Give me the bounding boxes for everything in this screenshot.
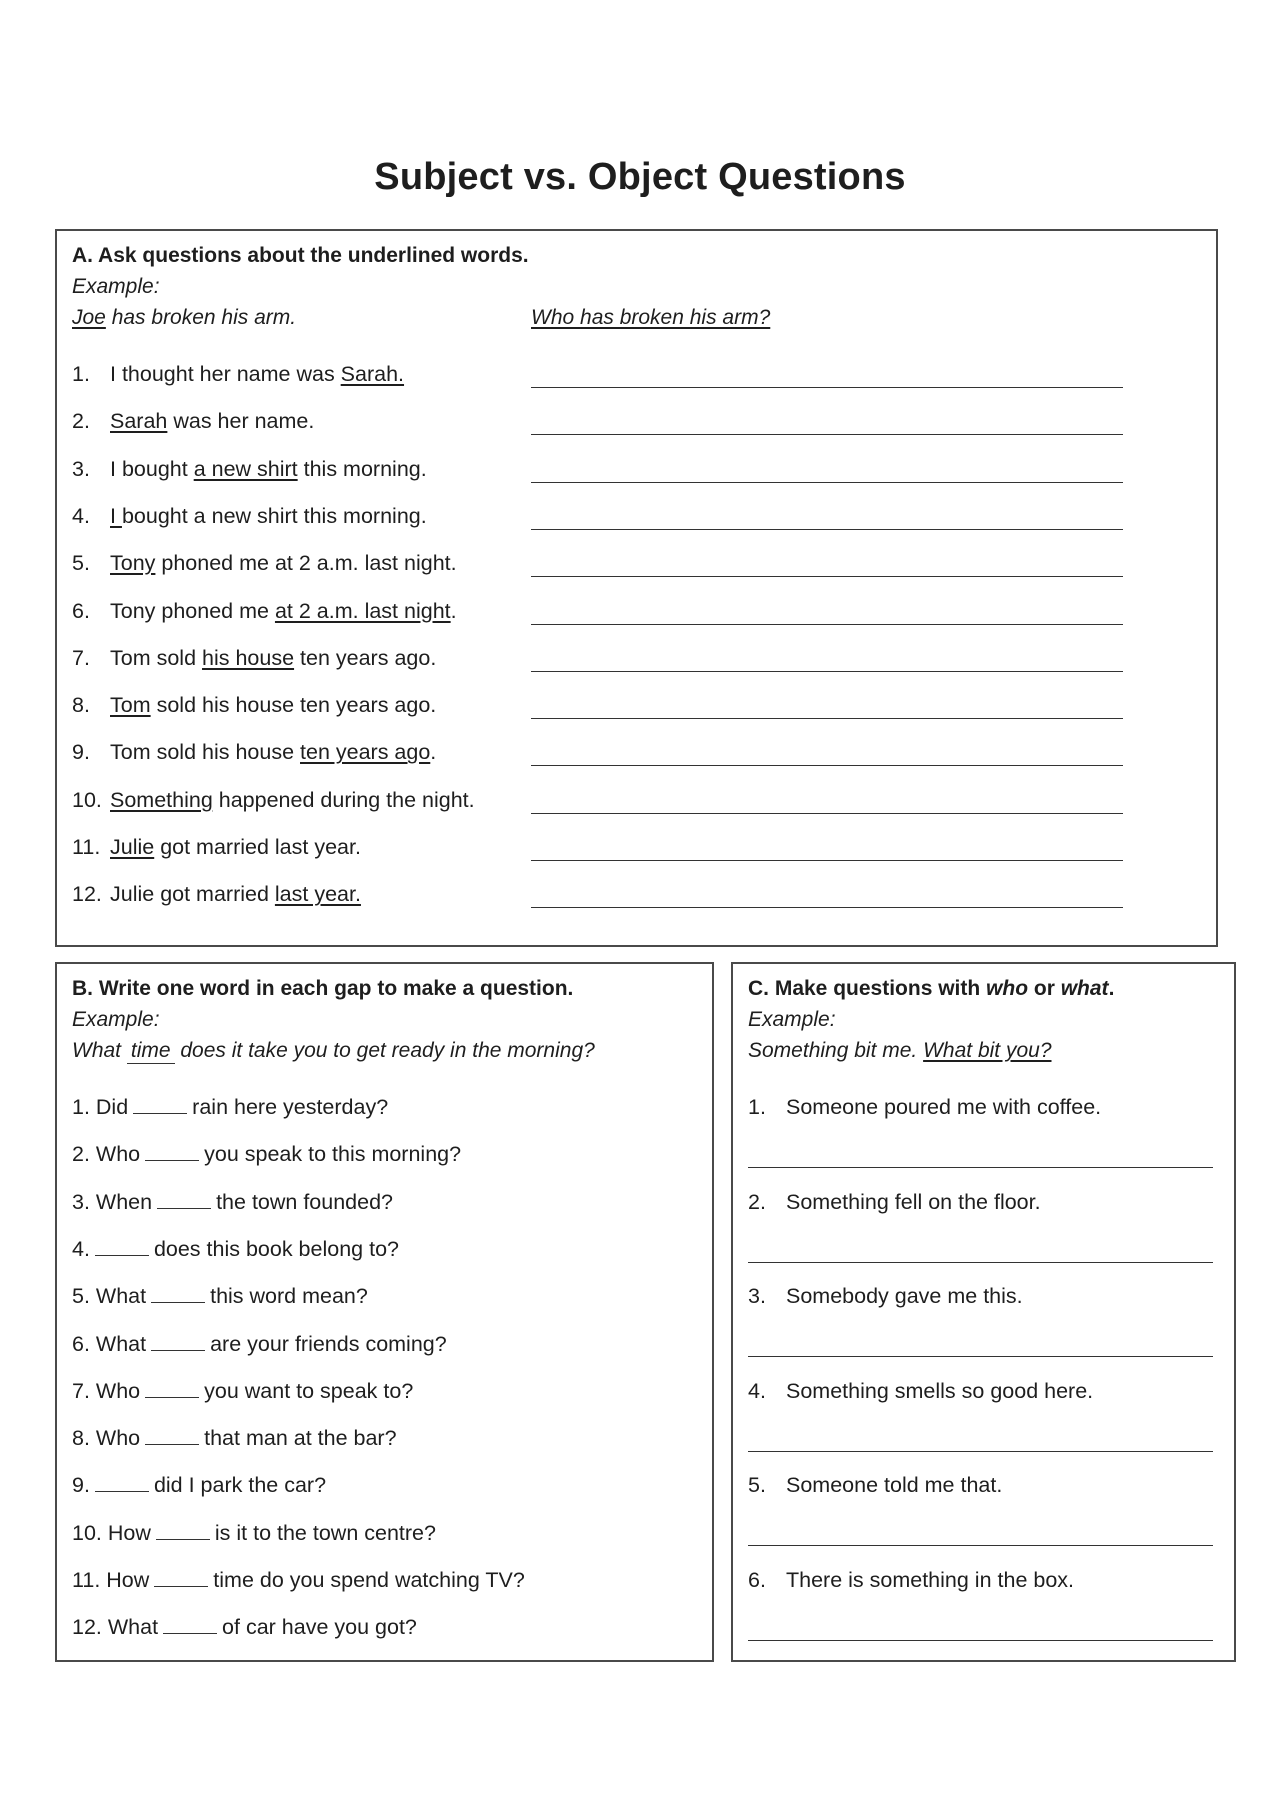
item-text-post: does this book belong to?: [153, 1236, 399, 1261]
section-a-item: [72, 501, 427, 531]
answer-line[interactable]: [531, 718, 1123, 719]
section-a-item: [72, 737, 436, 767]
section-b-item: [72, 1612, 417, 1642]
example-sentence-rest: has broken his arm.: [105, 306, 297, 329]
section-b-item: [72, 1234, 399, 1264]
answer-line[interactable]: [531, 529, 1123, 530]
section-c-box: [731, 962, 1236, 1662]
item-underlined-words: last year.: [274, 882, 361, 907]
page-title: Subject vs. Object Questions: [374, 156, 906, 198]
item-text-pre: Tom sold: [110, 645, 203, 670]
answer-gap[interactable]: [154, 1568, 208, 1587]
item-text-pre: 5. What: [72, 1284, 147, 1309]
item-text-post: .: [450, 598, 457, 623]
section-b-item: [72, 1139, 461, 1169]
answer-gap[interactable]: [95, 1473, 149, 1492]
section-a-item: [72, 548, 457, 578]
section-b-item: [72, 1423, 397, 1453]
section-b-item: [72, 1281, 368, 1311]
answer-gap[interactable]: [156, 1521, 210, 1540]
heading-end: .: [1108, 977, 1115, 1000]
heading-or: or: [1028, 977, 1061, 1000]
item-underlined-words: Tom: [110, 693, 151, 718]
item-underlined-words: at 2 a.m. last night: [274, 598, 451, 623]
item-text-post: bought a new shirt this morning.: [121, 503, 427, 528]
item-text: Someone poured me with coffee.: [786, 1095, 1102, 1119]
answer-line[interactable]: [531, 671, 1123, 672]
answer-line[interactable]: [531, 907, 1123, 908]
answer-line[interactable]: [531, 387, 1123, 388]
section-a-item: [72, 879, 361, 909]
section-b-item: [72, 1565, 525, 1595]
item-text-pre: Julie got married: [110, 882, 275, 907]
section-a-item: [72, 643, 436, 673]
item-text-post: you speak to this morning?: [204, 1142, 462, 1167]
item-text-post: that man at the bar?: [204, 1426, 397, 1451]
item-text-post: is it to the town centre?: [214, 1520, 436, 1545]
item-text-pre: I thought her name was: [110, 362, 341, 386]
section-b-example-sentence: [72, 1039, 595, 1064]
answer-line[interactable]: [531, 860, 1123, 861]
heading-what: what: [1060, 977, 1109, 1000]
answer-gap[interactable]: [151, 1284, 205, 1303]
item-underlined-words: his house: [202, 645, 295, 670]
item-text-post: sold his house ten years ago.: [150, 693, 437, 718]
answer-line[interactable]: [531, 813, 1123, 814]
section-b-item: [72, 1329, 447, 1359]
item-underlined-words: ten years ago: [300, 740, 431, 765]
item-number: 2.: [748, 1189, 766, 1214]
item-number: 4.: [72, 503, 90, 528]
item-underlined-words: Tony: [110, 551, 156, 576]
section-c-item: [748, 1565, 1074, 1595]
answer-line[interactable]: [748, 1545, 1213, 1546]
answer-gap[interactable]: [157, 1190, 211, 1209]
example-pre: Something bit me.: [748, 1039, 924, 1062]
item-number: 4.: [748, 1378, 766, 1403]
item-text-post: got married last year.: [154, 835, 361, 859]
section-a-item: [72, 690, 436, 720]
section-b-item: [72, 1376, 413, 1406]
example-pre: What: [72, 1039, 127, 1062]
item-underlined-words: Julie: [110, 835, 155, 859]
item-text-pre: 12. What: [72, 1615, 159, 1640]
item-text-pre: 6. What: [72, 1331, 147, 1356]
answer-gap[interactable]: [145, 1426, 199, 1445]
item-underlined-words: I: [110, 503, 122, 528]
item-text: Someone told me that.: [786, 1473, 1003, 1498]
item-underlined-words: Sarah: [110, 409, 168, 434]
item-text-pre: 9.: [72, 1473, 90, 1498]
item-number: 6.: [748, 1568, 766, 1592]
section-c-heading: [748, 977, 1114, 1001]
answer-gap[interactable]: [95, 1237, 149, 1256]
section-c-example-sentence: [748, 1039, 1052, 1063]
item-text-post: was her name.: [167, 409, 315, 434]
answer-line[interactable]: [748, 1451, 1213, 1452]
example-post: does it take you to get ready in the morning?: [174, 1039, 595, 1062]
section-c-item: [748, 1092, 1101, 1122]
item-number: 1.: [72, 362, 90, 386]
item-underlined-words: a new shirt: [193, 456, 298, 481]
section-a-item: [72, 785, 475, 815]
section-b-item: [72, 1470, 326, 1500]
item-number: 5.: [748, 1473, 766, 1498]
item-text-post: happened during the night.: [212, 787, 475, 812]
section-a-item: [72, 596, 457, 626]
item-text-post: the town founded?: [216, 1189, 394, 1214]
item-text-post: phoned me at 2 a.m. last night.: [155, 551, 457, 576]
item-text-post: are your friends coming?: [210, 1331, 447, 1356]
answer-gap[interactable]: [151, 1332, 205, 1351]
section-c-example-label: Example:: [748, 1008, 836, 1031]
item-number: 7.: [72, 645, 90, 670]
item-number: 8.: [72, 693, 90, 718]
section-c-item: [748, 1281, 1023, 1311]
section-b-item: [72, 1187, 393, 1217]
heading-who: who: [986, 977, 1029, 1000]
item-text-pre: I bought: [110, 456, 194, 481]
item-number: 6.: [72, 598, 90, 623]
item-text-post: time do you spend watching TV?: [213, 1568, 525, 1592]
item-text-pre: 3. When: [72, 1189, 153, 1214]
example-gap-word: time: [127, 1039, 175, 1064]
item-number: 3.: [748, 1284, 766, 1309]
section-c-item: [748, 1187, 1041, 1217]
answer-gap[interactable]: [163, 1615, 217, 1634]
item-text-pre: 10. How: [72, 1520, 151, 1545]
answer-line[interactable]: [748, 1640, 1213, 1641]
section-b-example-label: Example:: [72, 1008, 160, 1031]
section-c-item: [748, 1376, 1093, 1406]
item-text-pre: 2. Who: [72, 1142, 141, 1167]
example-underlined-subject: Joe: [72, 306, 106, 329]
answer-gap[interactable]: [145, 1379, 199, 1398]
section-a-example-sentence: [72, 306, 296, 330]
answer-line[interactable]: [531, 576, 1123, 577]
item-text-post: did I park the car?: [153, 1473, 327, 1498]
section-a-example-answer: Who has broken his arm?: [531, 306, 771, 329]
section-a-box: [55, 229, 1218, 947]
item-text-post: you want to speak to?: [204, 1378, 414, 1403]
item-text-pre: 8. Who: [72, 1426, 141, 1451]
item-underlined-words: Sarah.: [340, 362, 405, 386]
section-b-item: [72, 1092, 388, 1122]
section-a-item: [72, 406, 314, 436]
item-text: Something smells so good here.: [786, 1378, 1094, 1403]
item-text-pre: Tony phoned me: [110, 598, 275, 623]
section-a-item: [72, 359, 404, 389]
item-number: 2.: [72, 409, 90, 434]
item-number: 11.: [72, 835, 101, 859]
answer-line[interactable]: [748, 1167, 1213, 1168]
item-text: Something fell on the floor.: [786, 1189, 1041, 1214]
item-text-pre: 11. How: [72, 1568, 150, 1592]
answer-line[interactable]: [531, 624, 1123, 625]
section-b-box: [55, 962, 714, 1662]
item-number: 3.: [72, 456, 90, 481]
section-a-item: [72, 832, 361, 862]
answer-line[interactable]: [531, 482, 1123, 483]
item-number: 9.: [72, 740, 90, 765]
section-c-item: [748, 1470, 1002, 1500]
section-a-heading: A. Ask questions about the underlined words.: [72, 244, 529, 267]
item-underlined-words: Something: [110, 787, 213, 812]
item-text-post: of car have you got?: [222, 1615, 417, 1640]
item-text-pre: Tom sold his house: [110, 740, 301, 765]
item-text-post: rain here yesterday?: [192, 1095, 389, 1119]
answer-line[interactable]: [531, 765, 1123, 766]
item-number: 5.: [72, 551, 90, 576]
item-text-pre: 1. Did: [72, 1095, 129, 1119]
answer-line[interactable]: [748, 1262, 1213, 1263]
item-text-post: .: [430, 740, 437, 765]
section-a-example-label: Example:: [72, 275, 160, 298]
answer-gap[interactable]: [133, 1095, 187, 1114]
item-text-post: ten years ago.: [294, 645, 437, 670]
item-text-pre: 4.: [72, 1236, 90, 1261]
section-a-item: [72, 454, 427, 484]
item-text-post: this word mean?: [210, 1284, 368, 1309]
answer-gap[interactable]: [145, 1142, 199, 1161]
item-number: 12.: [72, 882, 102, 907]
item-text: Somebody gave me this.: [786, 1284, 1023, 1309]
item-number: 10.: [72, 787, 102, 812]
answer-line[interactable]: [748, 1356, 1213, 1357]
section-b-heading: B. Write one word in each gap to make a question.: [72, 977, 574, 1000]
example-answer: What bit you?: [923, 1039, 1052, 1062]
item-text-post: this morning.: [297, 456, 427, 481]
item-text-pre: 7. Who: [72, 1378, 141, 1403]
item-number: 1.: [748, 1095, 766, 1119]
section-b-item: [72, 1518, 436, 1548]
heading-pre: C. Make questions with: [748, 977, 987, 1000]
item-text: There is something in the box.: [786, 1568, 1075, 1592]
answer-line[interactable]: [531, 434, 1123, 435]
